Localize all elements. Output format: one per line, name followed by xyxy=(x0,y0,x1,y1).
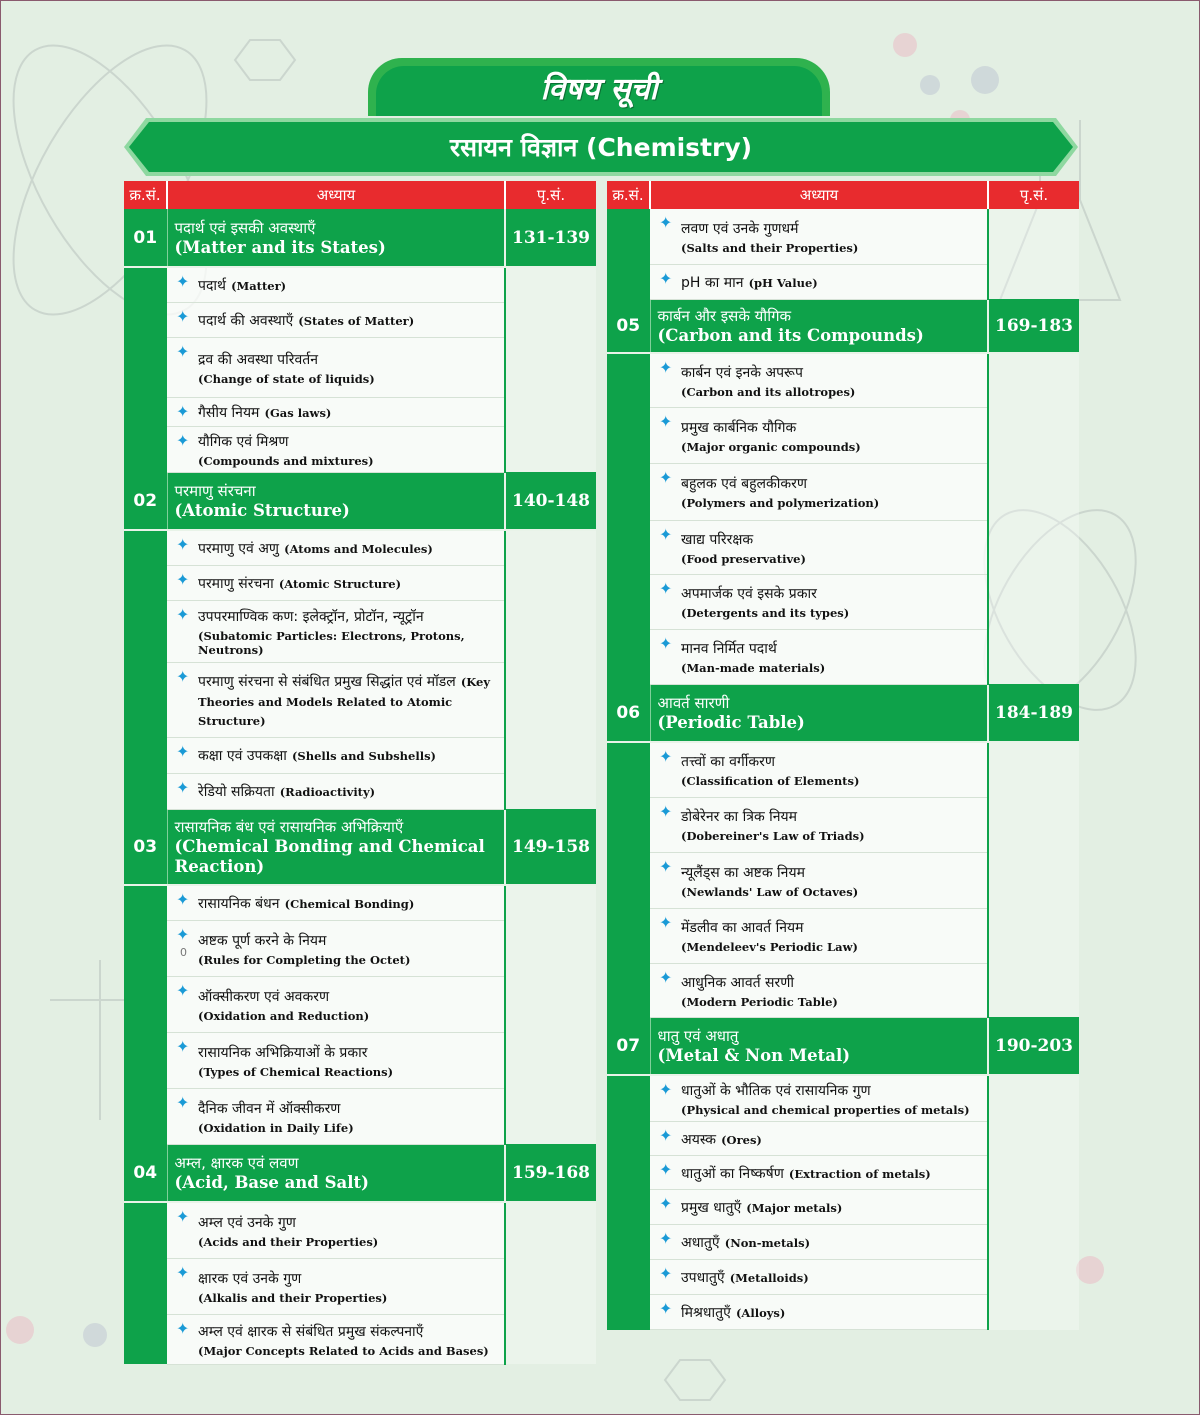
topic-page-cell xyxy=(988,353,1079,684)
four-point-star-icon: ✦ xyxy=(176,1262,190,1282)
table-header-row xyxy=(607,181,1079,209)
topic-hindi: रासायनिक बंधन xyxy=(198,895,280,912)
chapter-title-english: (Metal & Non Metal) xyxy=(657,1045,851,1065)
chapter-title-english: (Matter and its States) xyxy=(174,237,386,257)
topic-english: (Major metals) xyxy=(746,1201,843,1215)
chapter-row xyxy=(607,1017,1079,1075)
four-point-star-icon: ✦ xyxy=(176,1036,190,1056)
chapter-title-english: (Atomic Structure) xyxy=(174,500,350,520)
topic-hindi: मेंडलीव का आवर्त नियम xyxy=(681,920,804,936)
topic-item xyxy=(167,397,505,426)
four-point-star-icon: ✦ xyxy=(659,358,673,377)
topic-item xyxy=(650,908,988,963)
topic-page-cell xyxy=(988,1075,1079,1330)
topic-hindi: उपधातुएँ xyxy=(681,1270,725,1286)
topic-english: (Shells and Subshells) xyxy=(291,749,436,763)
topic-english: (Matter) xyxy=(231,278,287,293)
header-page: पृ.सं. xyxy=(988,181,1079,209)
topic-item xyxy=(650,1295,988,1330)
topic-item xyxy=(167,662,505,737)
toc-title: विषय सूची xyxy=(540,71,658,107)
topic-item xyxy=(650,1075,988,1122)
chapter-green-strip xyxy=(607,1075,650,1330)
subject-banner xyxy=(124,118,1078,176)
toc-table-left xyxy=(124,181,596,1365)
four-point-star-icon: ✦ xyxy=(659,524,673,544)
four-point-star-icon: ✦ xyxy=(176,1207,190,1226)
topic-english: (States of Matter) xyxy=(298,313,415,328)
four-point-star-icon: ✦ xyxy=(176,272,190,291)
topic-english: (Subatomic Particles: Electrons, Protons, Neutrons) xyxy=(198,628,465,657)
four-point-star-icon: ✦ xyxy=(659,1264,673,1283)
topic-row xyxy=(607,1075,1079,1122)
chapter-title xyxy=(650,1017,988,1075)
chapter-title xyxy=(167,809,505,885)
chapter-title-english: (Chemical Bonding and Chemical Reaction) xyxy=(174,836,485,876)
chapter-row xyxy=(124,809,596,885)
stray-mark: 0 xyxy=(180,946,187,959)
topic-hindi: दैनिक जीवन में ऑक्सीकरण xyxy=(198,1100,341,1117)
chapter-row xyxy=(124,472,596,530)
four-point-star-icon: ✦ xyxy=(176,980,190,1000)
chapter-number: 03 xyxy=(124,809,167,885)
topic-row xyxy=(607,742,1079,797)
topic-hindi: अपमार्जक एवं इसके प्रकार xyxy=(681,586,817,602)
chapter-title-hindi: रासायनिक बंध एवं रासायनिक अभिक्रियाएँ xyxy=(174,817,404,836)
chapter-green-strip xyxy=(607,353,650,684)
topic-item xyxy=(167,737,505,773)
toc-title-tab xyxy=(368,58,830,116)
topic-hindi: डोबेरेनर का त्रिक नियम xyxy=(681,809,798,825)
four-point-star-icon: ✦ xyxy=(659,268,673,288)
topic-english: (Acids and their Properties) xyxy=(198,1234,379,1249)
four-point-star-icon: ✦ xyxy=(176,1092,190,1112)
topic-english: (Chemical Bonding) xyxy=(284,896,415,911)
chapter-page-range: 169-183 xyxy=(988,299,1079,353)
topic-hindi: अष्टक पूर्ण करने के नियम xyxy=(198,932,327,949)
topic-english: (Newlands' Law of Octaves) xyxy=(681,884,859,899)
topic-hindi: यौगिक एवं मिश्रण xyxy=(198,433,289,450)
chapter-green-strip xyxy=(607,742,650,1017)
topic-english: (Classification of Elements) xyxy=(681,774,860,789)
chapter-green-strip xyxy=(124,530,167,809)
topic-item xyxy=(167,600,505,662)
topic-item xyxy=(650,264,988,299)
chapter-green-strip xyxy=(124,885,167,1144)
subject-title: रसायन विज्ञान (Chemistry) xyxy=(449,133,753,162)
topic-english: (Man-made materials) xyxy=(681,661,826,675)
table-header-row xyxy=(124,181,596,209)
four-point-star-icon: ✦ xyxy=(659,411,673,431)
topic-english: (Atomic Structure) xyxy=(278,576,402,591)
four-point-star-icon: ✦ xyxy=(659,1126,673,1145)
four-point-star-icon: ✦ xyxy=(176,569,190,589)
topic-item xyxy=(167,1202,505,1258)
four-point-star-icon: ✦ xyxy=(176,535,190,554)
chapter-page-range: 184-189 xyxy=(988,684,1079,742)
chapter-page-range: 159-168 xyxy=(505,1144,596,1202)
topic-hindi: रासायनिक अभिक्रियाओं के प्रकार xyxy=(198,1044,368,1061)
topic-page-cell xyxy=(988,742,1079,1017)
topic-item xyxy=(167,773,505,809)
chapter-number: 07 xyxy=(607,1017,650,1075)
topic-english: (Dobereiner's Law of Triads) xyxy=(681,829,865,843)
topic-hindi: कक्षा एवं उपकक्षा xyxy=(198,748,287,764)
four-point-star-icon: ✦ xyxy=(659,1194,673,1213)
chapter-title-hindi: परमाणु संरचना xyxy=(174,481,256,500)
chapter-row xyxy=(607,684,1079,742)
chapter-page-range: 140-148 xyxy=(505,472,596,530)
four-point-star-icon: ✦ xyxy=(176,741,190,761)
topic-item xyxy=(167,920,505,976)
topic-english: (Oxidation and Reduction) xyxy=(198,1008,370,1023)
chapter-row xyxy=(124,209,596,267)
four-point-star-icon: ✦ xyxy=(659,801,673,821)
topic-english: (pH Value) xyxy=(748,275,818,290)
four-point-star-icon: ✦ xyxy=(659,912,673,932)
topic-hindi: अम्ल एवं उनके गुण xyxy=(198,1214,296,1231)
four-point-star-icon: ✦ xyxy=(659,747,673,766)
topic-english: (Major organic compounds) xyxy=(681,439,861,454)
four-point-star-icon: ✦ xyxy=(659,1229,673,1248)
topic-page-cell xyxy=(505,1202,596,1364)
four-point-star-icon: ✦ xyxy=(659,1080,673,1099)
topic-hindi: तत्त्वों का वर्गीकरण xyxy=(681,754,775,771)
topic-hindi: खाद्य परिरक्षक xyxy=(681,531,754,548)
topic-english: (Food preservative) xyxy=(681,551,806,566)
topic-item xyxy=(650,1190,988,1225)
four-point-star-icon: ✦ xyxy=(176,924,190,944)
header-sno: क्र.सं. xyxy=(607,181,650,209)
topic-item xyxy=(167,267,505,302)
topic-row xyxy=(124,267,596,302)
topic-item xyxy=(650,629,988,684)
topic-item xyxy=(650,1260,988,1295)
chapter-title-hindi: अम्ल, क्षारक एवं लवण xyxy=(174,1153,299,1172)
chapter-title xyxy=(650,684,988,742)
four-point-star-icon: ✦ xyxy=(176,430,190,450)
topic-english: (Ores) xyxy=(721,1132,762,1147)
four-point-star-icon: ✦ xyxy=(176,604,190,624)
topic-hindi: प्रमुख धातुएँ xyxy=(681,1200,742,1216)
four-point-star-icon: ✦ xyxy=(659,856,673,876)
topic-hindi: बहुलक एवं बहुलकीकरण xyxy=(681,476,807,492)
topic-hindi: परमाणु संरचना xyxy=(198,575,274,592)
topic-hindi: द्रव की अवस्था परिवर्तन xyxy=(198,351,319,368)
topic-english: (Key Theories and Models Related to Atomic Structure) xyxy=(198,674,491,728)
topic-item xyxy=(650,852,988,908)
chapter-page-range: 190-203 xyxy=(988,1017,1079,1075)
chapter-green-strip xyxy=(124,1202,167,1364)
chapter-title-english: (Acid, Base and Salt) xyxy=(174,1172,369,1192)
topic-hindi: आधुनिक आवर्त सरणी xyxy=(681,974,794,991)
topic-hindi: ऑक्सीकरण एवं अवकरण xyxy=(198,988,330,1005)
topic-english: (Oxidation in Daily Life) xyxy=(198,1120,354,1135)
topic-page-cell xyxy=(988,209,1079,299)
topic-hindi: मिश्रधातुएँ xyxy=(681,1305,731,1321)
topic-item xyxy=(650,1122,988,1156)
topic-hindi: उपपरमाण्विक कण: इलेक्ट्रॉन, प्रोटॉन, न्यूट्रॉन xyxy=(198,608,424,625)
four-point-star-icon: ✦ xyxy=(176,890,190,909)
chapter-green-strip xyxy=(607,209,650,299)
chapter-number: 05 xyxy=(607,299,650,353)
topic-page-cell xyxy=(505,267,596,472)
topic-item xyxy=(650,1225,988,1260)
topic-hindi: अम्ल एवं क्षारक से संबंधित प्रमुख संकल्पनाएँ xyxy=(198,1323,424,1340)
chapter-green-strip xyxy=(124,267,167,472)
topic-hindi: न्यूलैंड्स का अष्टक नियम xyxy=(681,864,805,881)
topic-hindi: धातुओं का निष्कर्षण xyxy=(681,1165,784,1182)
topic-row xyxy=(124,885,596,920)
four-point-star-icon: ✦ xyxy=(659,1299,673,1318)
topic-english: (Salts and their Properties) xyxy=(681,240,859,255)
chapter-page-range: 131-139 xyxy=(505,209,596,267)
topic-hindi: क्षारक एवं उनके गुण xyxy=(198,1270,302,1287)
topic-english: (Polymers and polymerization) xyxy=(681,496,880,510)
topic-item xyxy=(650,520,988,574)
chapter-title xyxy=(650,299,988,353)
topic-english: (Carbon and its allotropes) xyxy=(681,384,856,399)
chapter-title-english: (Carbon and its Compounds) xyxy=(657,325,924,345)
four-point-star-icon: ✦ xyxy=(176,666,190,686)
header-sno: क्र.सं. xyxy=(124,181,167,209)
topic-english: (Gas laws) xyxy=(264,405,332,420)
topic-english: (Atoms and Molecules) xyxy=(284,541,433,556)
topic-hindi: परमाणु एवं अणु xyxy=(198,540,280,557)
topic-item xyxy=(167,1088,505,1144)
topic-english: (Non-metals) xyxy=(724,1236,811,1250)
topic-english: (Physical and chemical properties of metals) xyxy=(681,1103,970,1117)
topic-item xyxy=(167,337,505,397)
topic-english: (Extraction of metals) xyxy=(788,1166,931,1181)
topic-row xyxy=(607,209,1079,264)
topic-item xyxy=(650,353,988,407)
header-chapter: अध्याय xyxy=(167,181,505,209)
chapter-row xyxy=(124,1144,596,1202)
chapter-title xyxy=(167,209,505,267)
topic-item xyxy=(650,407,988,463)
topic-item xyxy=(167,1032,505,1088)
topic-item xyxy=(650,797,988,852)
chapter-title xyxy=(167,1144,505,1202)
topic-hindi: कार्बन एवं इनके अपरूप xyxy=(681,364,803,381)
four-point-star-icon: ✦ xyxy=(659,467,673,487)
topic-item xyxy=(650,1156,988,1190)
topic-hindi: अधातुएँ xyxy=(681,1235,720,1251)
chapter-number: 06 xyxy=(607,684,650,742)
topic-english: (Change of state of liquids) xyxy=(198,371,375,386)
topic-hindi: पदार्थ xyxy=(198,277,226,294)
four-point-star-icon: ✦ xyxy=(176,341,190,361)
chapter-number: 04 xyxy=(124,1144,167,1202)
four-point-star-icon: ✦ xyxy=(176,401,190,421)
topic-item xyxy=(167,302,505,337)
toc-table-right xyxy=(607,181,1079,1330)
topic-page-cell xyxy=(505,530,596,809)
topic-row xyxy=(607,353,1079,407)
chapter-number: 02 xyxy=(124,472,167,530)
topic-item xyxy=(167,530,505,565)
four-point-star-icon: ✦ xyxy=(176,777,190,797)
topic-hindi: धातुओं के भौतिक एवं रासायनिक गुण xyxy=(681,1083,871,1099)
chapter-page-range: 149-158 xyxy=(505,809,596,885)
topic-english: (Mendeleev's Periodic Law) xyxy=(681,940,858,954)
four-point-star-icon: ✦ xyxy=(176,1318,190,1338)
topic-english: (Metalloids) xyxy=(729,1271,809,1285)
topic-english: (Alkalis and their Properties) xyxy=(198,1290,388,1305)
topic-hindi: परमाणु संरचना से संबंधित प्रमुख सिद्धांत एवं मॉडल xyxy=(198,673,456,690)
chapter-title-hindi: कार्बन और इसके यौगिक xyxy=(657,306,792,325)
topic-hindi: pH का मान xyxy=(681,274,744,291)
four-point-star-icon: ✦ xyxy=(176,306,190,326)
topic-page-cell xyxy=(505,885,596,1144)
topic-english: (Major Concepts Related to Acids and Bases) xyxy=(198,1343,489,1358)
topic-item xyxy=(167,565,505,600)
four-point-star-icon: ✦ xyxy=(659,578,673,598)
topic-item xyxy=(167,426,505,472)
chapter-title xyxy=(167,472,505,530)
topic-item xyxy=(167,1258,505,1314)
chapter-row xyxy=(607,299,1079,353)
topic-hindi: अयस्क xyxy=(681,1131,717,1148)
topic-item xyxy=(650,963,988,1017)
topic-english: (Rules for Completing the Octet) xyxy=(198,952,411,967)
topic-hindi: प्रमुख कार्बनिक यौगिक xyxy=(681,419,797,436)
topic-item xyxy=(167,976,505,1032)
topic-hindi: मानव निर्मित पदार्थ xyxy=(681,641,777,657)
topic-english: (Modern Periodic Table) xyxy=(681,994,838,1009)
topic-english: (Types of Chemical Reactions) xyxy=(198,1064,394,1079)
four-point-star-icon: ✦ xyxy=(659,633,673,653)
four-point-star-icon: ✦ xyxy=(659,967,673,987)
chapter-title-hindi: धातु एवं अधातु xyxy=(657,1026,739,1045)
topic-hindi: पदार्थ की अवस्थाएँ xyxy=(198,312,294,329)
topic-item xyxy=(650,209,988,264)
topic-english: (Detergents and its types) xyxy=(681,606,850,620)
topic-hindi: रेडियो सक्रियता xyxy=(198,784,275,800)
chapter-title-hindi: आवर्त सारणी xyxy=(657,693,730,712)
chapter-title-hindi: पदार्थ एवं इसकी अवस्थाएँ xyxy=(174,218,316,237)
topic-item xyxy=(650,574,988,629)
topic-english: (Alloys) xyxy=(735,1306,786,1320)
topic-english: (Compounds and mixtures) xyxy=(198,453,374,468)
header-chapter: अध्याय xyxy=(650,181,988,209)
topic-row xyxy=(124,1202,596,1258)
chapter-title-english: (Periodic Table) xyxy=(657,712,805,732)
topic-item xyxy=(167,885,505,920)
topic-english: (Radioactivity) xyxy=(279,785,376,799)
header-page: पृ.सं. xyxy=(505,181,596,209)
topic-row xyxy=(124,530,596,565)
topic-item xyxy=(650,742,988,797)
chapter-number: 01 xyxy=(124,209,167,267)
topic-item xyxy=(650,463,988,520)
four-point-star-icon: ✦ xyxy=(659,213,673,232)
four-point-star-icon: ✦ xyxy=(659,1160,673,1179)
topic-hindi: गैसीय नियम xyxy=(198,404,260,421)
topic-hindi: लवण एवं उनके गुणधर्म xyxy=(681,220,799,237)
topic-item xyxy=(167,1314,505,1364)
